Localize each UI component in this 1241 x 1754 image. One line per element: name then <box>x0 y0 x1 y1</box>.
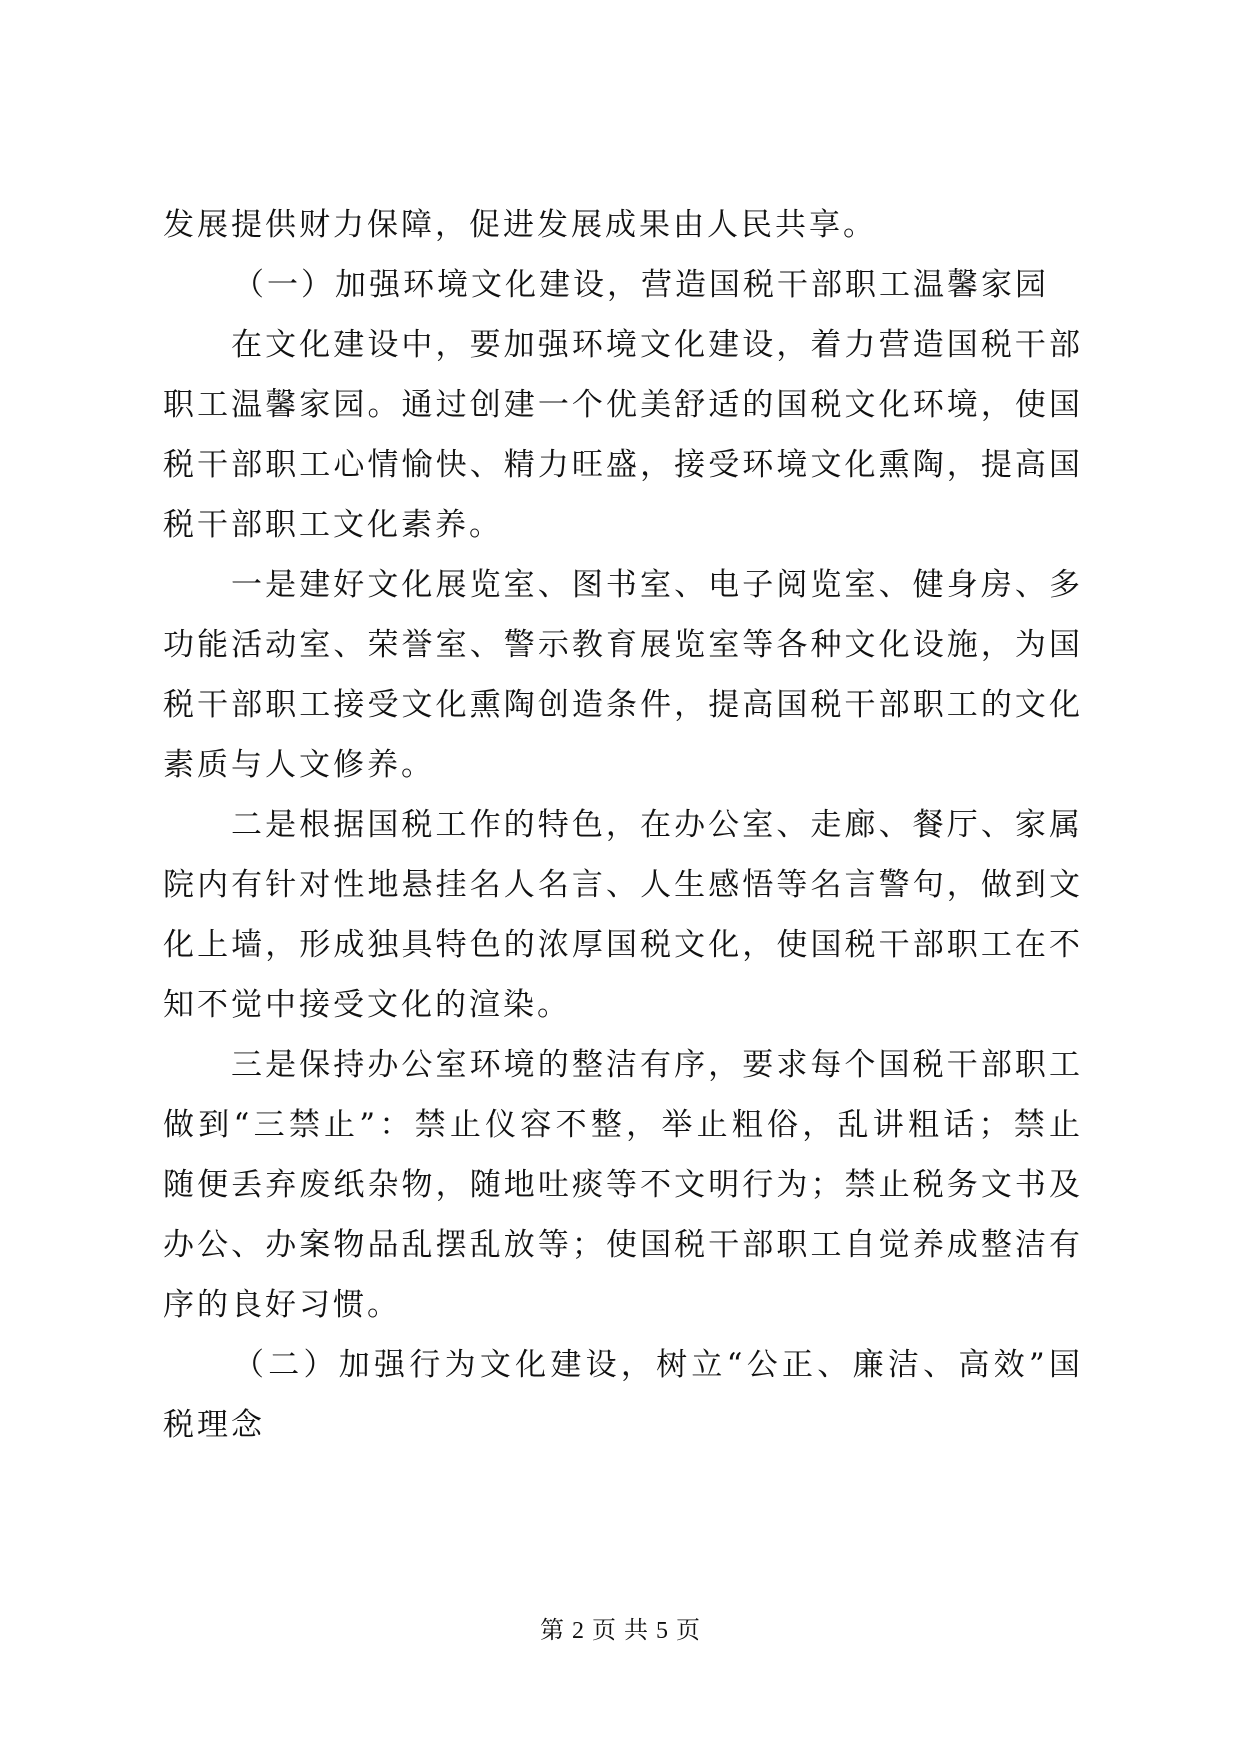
section-heading-two: （二）加强行为文化建设，树立“公正、廉洁、高效”国税理念 <box>163 1347 1083 1443</box>
document-body <box>163 195 1083 1455</box>
paragraph-point-two: 二是根据国税工作的特色，在办公室、走廊、餐厅、家属院内有针对性地悬挂名人名言、人生感悟等名言警句，做到文化上墙，形成独具特色的浓厚国税文化，使国税干部职工在不知不觉中接受文化的渲染。 <box>163 807 1083 1023</box>
paragraph-intro: 在文化建设中，要加强环境文化建设，着力营造国税干部职工温馨家园。通过创建一个优美舒适的国税文化环境，使国税干部职工心情愉快、精力旺盛，接受环境文化熏陶，提高国税干部职工文化素养。 <box>163 327 1083 543</box>
paragraph-continuation: 发展提供财力保障，促进发展成果由人民共享。 <box>163 207 877 243</box>
page-number-footer: 第 2 页 共 5 页 <box>540 1618 701 1644</box>
paragraph-point-one: 一是建好文化展览室、图书室、电子阅览室、健身房、多功能活动室、荣誉室、警示教育展览室等各种文化设施，为国税干部职工接受文化熏陶创造条件，提高国税干部职工的文化素质与人文修养。 <box>163 567 1083 783</box>
section-heading-one: （一）加强环境文化建设，营造国税干部职工温馨家园 <box>233 267 1049 303</box>
paragraph-point-three: 三是保持办公室环境的整洁有序，要求每个国税干部职工做到“三禁止”：禁止仪容不整，举止粗俗，乱讲粗话；禁止随便丢弃废纸杂物，随地吐痰等不文明行为；禁止税务文书及办公、办案物品乱摆乱放等；使国税干部职工自觉养成整洁有序的良好习惯。 <box>163 1047 1083 1323</box>
